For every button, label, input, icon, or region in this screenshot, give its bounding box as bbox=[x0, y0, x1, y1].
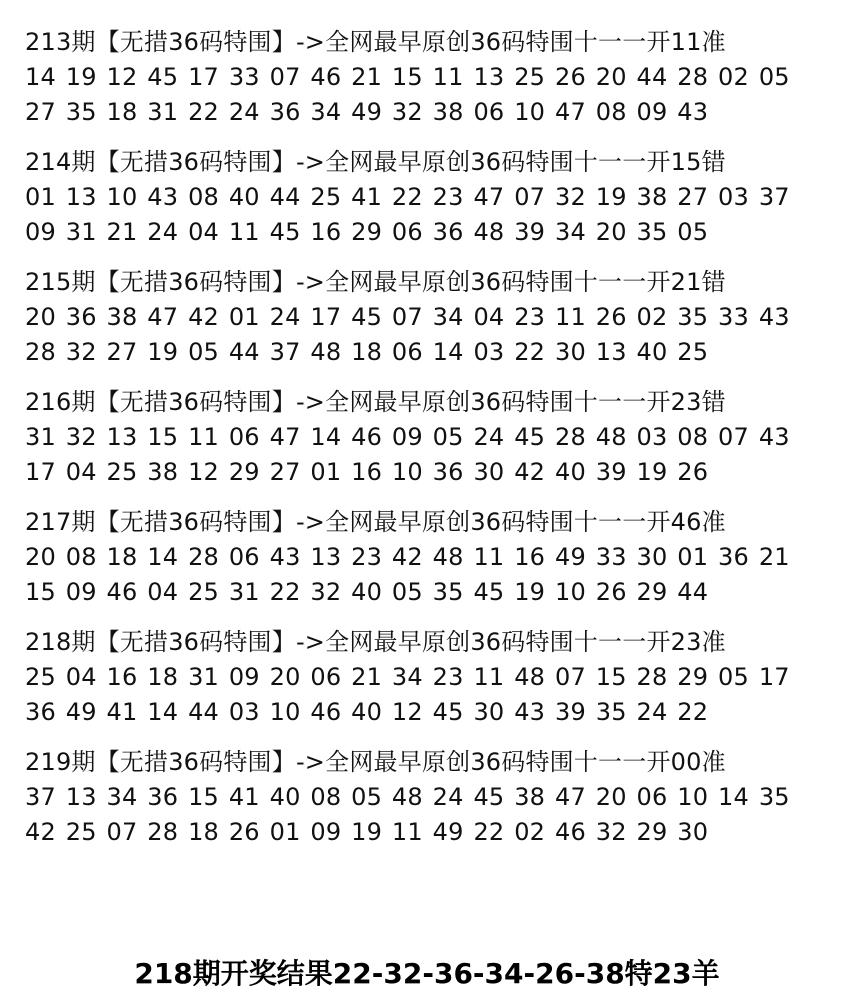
prediction-block-213 bbox=[25, 25, 835, 145]
block-header: 214期【无措36码特围】->全网最早原创36码特围十一一开15错 bbox=[25, 148, 726, 176]
number-row: 37 13 34 36 15 41 40 08 05 48 24 45 38 47 20 06 10 14 35 bbox=[25, 783, 790, 811]
prediction-block-219 bbox=[25, 745, 835, 865]
number-row: 31 32 13 15 11 06 47 14 46 09 05 24 45 28 48 03 08 07 43 bbox=[25, 423, 790, 451]
draw-result: 218期开奖结果22-32-36-34-26-38特23羊 bbox=[134, 957, 720, 990]
number-row: 20 08 18 14 28 06 43 13 23 42 48 11 16 49 33 30 01 36 21 bbox=[25, 543, 790, 571]
number-row: 27 35 18 31 22 24 36 34 49 32 38 06 10 47 08 09 43 bbox=[25, 98, 709, 126]
number-row: 28 32 27 19 05 44 37 48 18 06 14 03 22 30 13 40 25 bbox=[25, 338, 709, 366]
prediction-list bbox=[25, 25, 835, 865]
prediction-block-217 bbox=[25, 505, 835, 625]
number-row: 01 13 10 43 08 40 44 25 41 22 23 47 07 32 19 38 27 03 37 bbox=[25, 183, 790, 211]
number-row: 25 04 16 18 31 09 20 06 21 34 23 11 48 07 15 28 29 05 17 bbox=[25, 663, 790, 691]
number-row: 17 04 25 38 12 29 27 01 16 10 36 30 42 40 39 19 26 bbox=[25, 458, 709, 486]
number-row: 14 19 12 45 17 33 07 46 21 15 11 13 25 26 20 44 28 02 05 bbox=[25, 63, 790, 91]
number-row: 20 36 38 47 42 01 24 17 45 07 34 04 23 11 26 02 35 33 43 bbox=[25, 303, 790, 331]
prediction-block-214 bbox=[25, 145, 835, 265]
block-header: 213期【无措36码特围】->全网最早原创36码特围十一一开11准 bbox=[25, 28, 726, 56]
prediction-block-216 bbox=[25, 385, 835, 505]
block-header: 217期【无措36码特围】->全网最早原创36码特围十一一开46准 bbox=[25, 508, 726, 536]
number-row: 09 31 21 24 04 11 45 16 29 06 36 48 39 34 20 35 05 bbox=[25, 218, 709, 246]
number-row: 36 49 41 14 44 03 10 46 40 12 45 30 43 39 35 24 22 bbox=[25, 698, 709, 726]
block-header: 219期【无措36码特围】->全网最早原创36码特围十一一开00准 bbox=[25, 748, 726, 776]
prediction-block-215 bbox=[25, 265, 835, 385]
number-row: 42 25 07 28 18 26 01 09 19 11 49 22 02 46 32 29 30 bbox=[25, 818, 709, 846]
block-header: 218期【无措36码特围】->全网最早原创36码特围十一一开23准 bbox=[25, 628, 726, 656]
block-header: 216期【无措36码特围】->全网最早原创36码特围十一一开23错 bbox=[25, 388, 726, 416]
block-header: 215期【无措36码特围】->全网最早原创36码特围十一一开21错 bbox=[25, 268, 726, 296]
prediction-block-218 bbox=[25, 625, 835, 745]
number-row: 15 09 46 04 25 31 22 32 40 05 35 45 19 10 26 29 44 bbox=[25, 578, 709, 606]
